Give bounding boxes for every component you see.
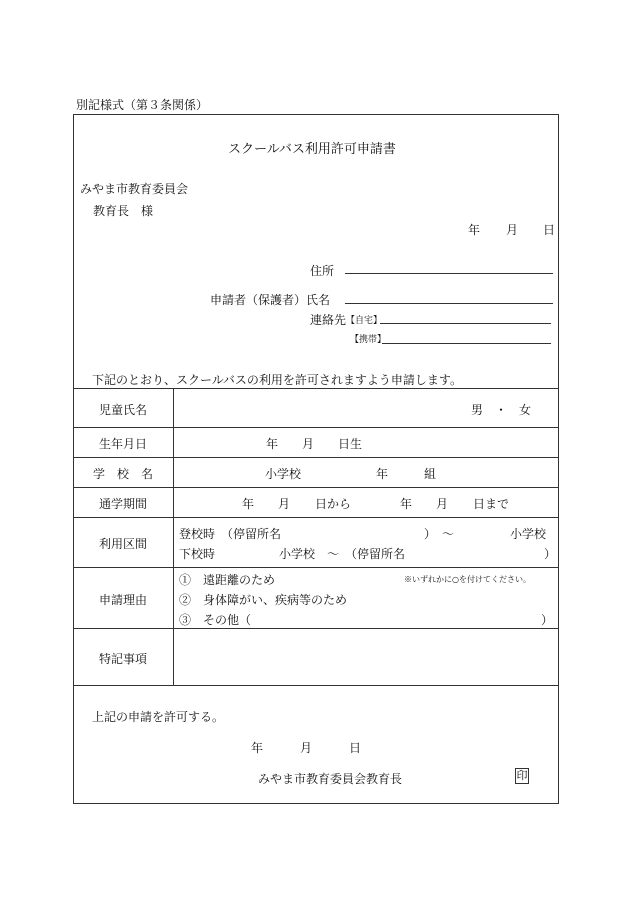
table-top-border: [73, 388, 559, 389]
period-end-day: 日まで: [473, 497, 510, 511]
home-phone-label: 【自宅】: [346, 316, 383, 326]
mobile-phone-label: 【携帯】: [350, 335, 387, 345]
approval-year: 年: [251, 741, 264, 755]
addressee-organization: みやま市教育委員会: [80, 182, 189, 196]
remarks-label: 特記事項: [98, 652, 147, 666]
form-title: スクールバス利用許可申請書: [228, 142, 396, 157]
home-phone-field[interactable]: [380, 323, 551, 324]
row-divider: [73, 487, 559, 488]
application-month: 月: [506, 223, 519, 237]
school-grade: 年: [376, 467, 389, 481]
approval-day: 日: [349, 741, 362, 755]
reason-option-other[interactable]: ③ その他（: [179, 613, 252, 627]
period-start-day: 日から: [315, 497, 352, 511]
morning-school: 小学校: [510, 527, 547, 541]
row-divider: [73, 517, 559, 518]
period-start-month: 月: [278, 497, 291, 511]
application-day: 日: [543, 223, 556, 237]
row-divider: [73, 567, 559, 568]
birth-day: 日生: [338, 437, 363, 451]
reason-other-close: ）: [541, 613, 554, 627]
applicant-name-label: 申請者（保護者）氏名: [210, 293, 331, 307]
reason-option-disability[interactable]: ② 身体障がい、疾病等のため: [179, 593, 348, 607]
commute-period-label: 通学期間: [98, 497, 147, 511]
school-name-label: 学 校 名: [92, 467, 153, 481]
reason-label: 申請理由: [98, 593, 147, 607]
afternoon-label: 下校時: [179, 547, 216, 561]
gender-options[interactable]: 男 ・ 女: [471, 403, 532, 417]
morning-stop-close: ） ～: [424, 527, 455, 541]
reason-option-distance[interactable]: ① 遠距離のため: [179, 573, 276, 587]
addressee-recipient: 教育長 様: [93, 204, 154, 218]
approval-statement: 上記の申請を許可する。: [92, 710, 225, 724]
approval-month: 月: [300, 741, 313, 755]
reason-note: ※いずれかに○を付けてください。: [404, 575, 531, 584]
birth-date-label: 生年月日: [98, 437, 147, 451]
row-divider: [73, 427, 559, 428]
mobile-phone-field[interactable]: [382, 343, 551, 344]
application-year: 年: [468, 223, 481, 237]
row-divider: [73, 628, 559, 629]
period-end-month: 月: [436, 497, 449, 511]
birth-year: 年: [266, 437, 279, 451]
child-name-label: 児童氏名: [98, 403, 147, 417]
birth-month: 月: [302, 437, 315, 451]
contact-label: 連絡先: [310, 313, 347, 327]
period-end-year: 年: [400, 497, 413, 511]
seal-mark: 印: [516, 769, 528, 782]
route-label: 利用区間: [98, 537, 147, 551]
application-statement: 下記のとおり、スクールバスの利用を許可されますよう申請します。: [92, 373, 462, 387]
address-field[interactable]: [345, 273, 553, 274]
table-bottom-border: [73, 685, 559, 686]
row-divider: [73, 457, 559, 458]
column-divider: [173, 388, 174, 685]
period-start-year: 年: [242, 497, 255, 511]
afternoon-stop-close: ）: [544, 547, 557, 561]
address-label: 住所: [310, 264, 335, 278]
form-reference: 別記様式（第３条関係）: [76, 98, 209, 112]
afternoon-stop-label: 小学校 ～ （停留所名: [279, 547, 406, 561]
approval-signatory: みやま市教育委員会教育長: [258, 772, 403, 786]
school-class: 組: [424, 467, 437, 481]
morning-stop-label: 登校時 （停留所名: [179, 527, 282, 541]
school-suffix: 小学校: [265, 467, 302, 481]
applicant-name-field[interactable]: [345, 303, 553, 304]
